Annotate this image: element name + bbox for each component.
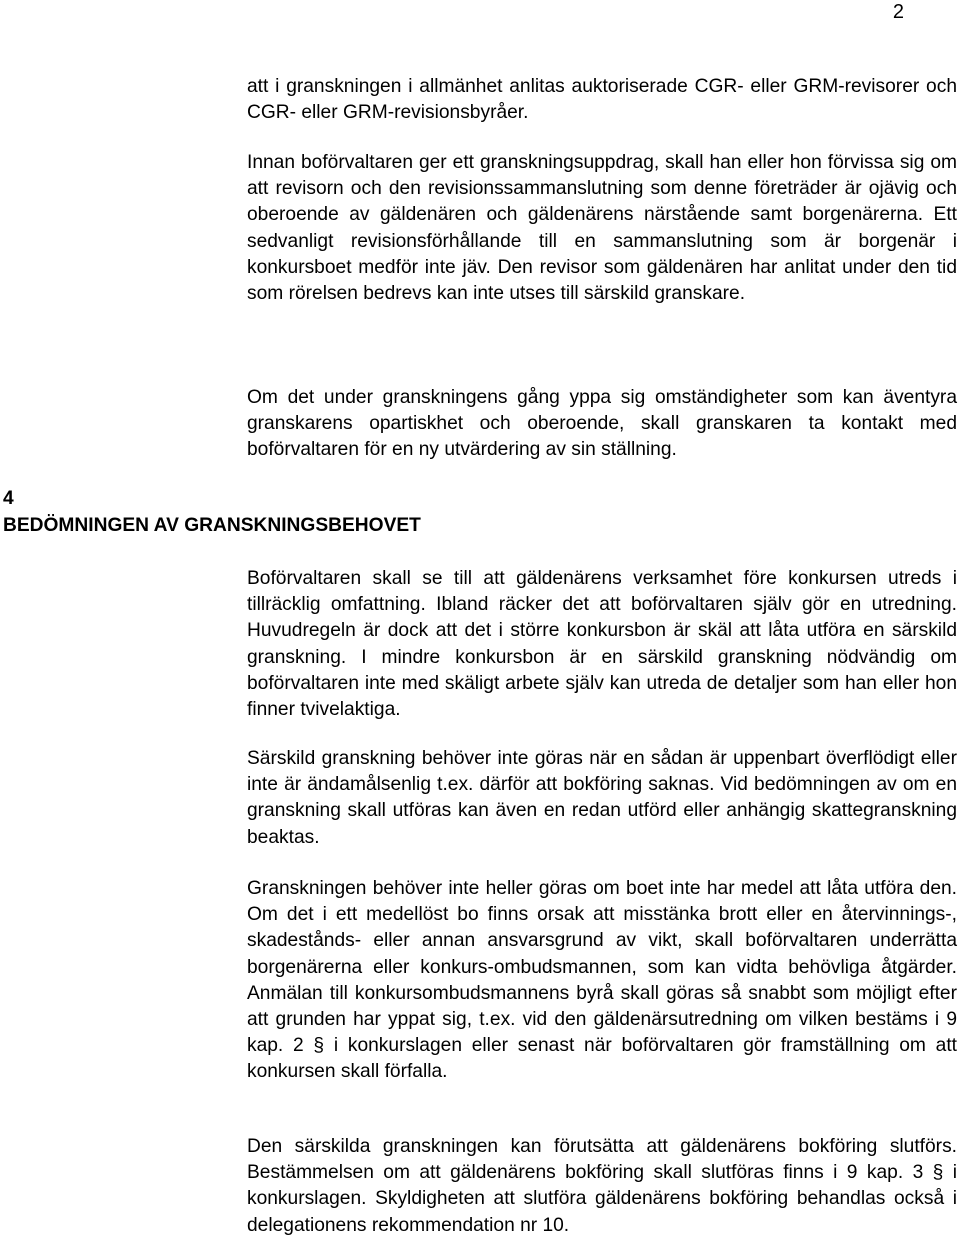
paragraph-3: Om det under granskningens gång yppa sig omständigheter som kan äventyra granskarens opartiskhet och oberoende, skall granskaren ta kontakt med boförvaltaren för en ny utvärdering av sin ställning. <box>247 387 957 461</box>
paragraph-7: Den särskilda granskningen kan förutsätta att gäldenärens bokföring slutförs. Bestämmelsen om att gäldenärens bokföring skall slutföras finns i 9 kap. 3 § i konkurslagen. Skyldigheten att slutföra gäldenärens bokföring behandlas också i delegationens rekommendation nr 10. <box>247 1136 957 1236</box>
paragraph-2: Innan boförvaltaren ger ett granskningsuppdrag, skall han eller hon förvissa sig om att revisorn och den revisionssammanslutning som denne företräder är ojävig och oberoende av gäldenären och gäldenärens närstående samt borgenärerna. Ett sedvanligt revisionsförhållande till en sammanslutning som är borgenär i konkursboet medför inte jäv. Den revisor som gäldenären har anlitat under den tid som rörelsen bedrevs kan inte utses till särskild granskare. <box>247 152 957 305</box>
paragraph-1: att i granskningen i allmänhet anlitas auktoriserade CGR- eller GRM-revisorer och CGR- eller GRM-revisionsbyråer. <box>247 76 957 124</box>
paragraph-6: Granskningen behöver inte heller göras om boet inte har medel att låta utföra den. Om det i ett medellöst bo finns orsak att misstänka brott eller en återvinnings-, skadestånds- eller annan ansvarsgrund av vikt, skall boförvaltaren underrätta borgenärerna eller konkurs-ombudsmannen, som kan vidta behövliga åtgärder. Anmälan till konkursombudsmannens byrå skall göras så snabbt som möjligt efter att grunden har yppat sig, t.ex. vid den gäldenärsutredning om vilken bestäms i 9 kap. 2 § i konkurslagen eller senast när boförvaltaren gör framställning om att konkursen skall förfalla. <box>247 878 957 1083</box>
page-number: 2 <box>892 1 904 23</box>
section-number: 4 <box>3 488 14 509</box>
paragraph-5: Särskild granskning behöver inte göras när en sådan är uppenbart överflödigt eller inte är ändamålsenlig t.ex. därför att bokföring saknas. Vid bedömningen av om en granskning skall utföras kan även en redan utförd eller anhängig skattegranskning beaktas. <box>247 748 957 848</box>
section-title: BEDÖMNINGEN AV GRANSKNINGSBEHOVET <box>3 515 421 536</box>
paragraph-4: Boförvaltaren skall se till att gäldenärens verksamhet före konkursen utreds i tillräcklig omfattning. Ibland räcker det att boförvaltaren själv gör en utredning. Huvudregeln är dock att det i större konkursbon är skäl att låta utföra en särskild granskning. I mindre konkursbon är en särskild granskning nödvändig om boförvaltaren inte med skäligt arbete själv kan utreda de detaljer som han eller hon finner tvivelaktiga. <box>247 568 957 721</box>
